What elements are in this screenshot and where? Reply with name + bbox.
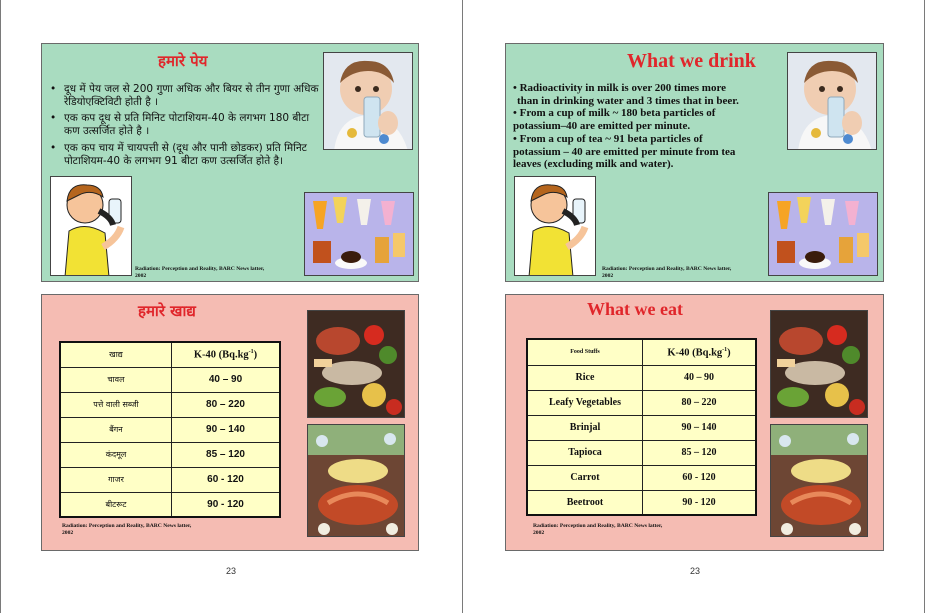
value-cell: 90 - 120 (172, 492, 281, 517)
value-cell: 80 – 220 (643, 390, 757, 415)
value-cell: 90 - 120 (643, 490, 757, 515)
table-row (527, 390, 756, 415)
value-cell: 40 – 90 (643, 365, 757, 390)
slide-title: What we eat (587, 299, 683, 319)
right-drink-slide (505, 43, 884, 282)
table-header-row (60, 342, 280, 367)
drink-facts-text (513, 82, 788, 171)
table-row (527, 465, 756, 490)
slide-title: हमारे खाद्य (138, 302, 196, 320)
right-page-edge (924, 0, 925, 613)
source-year: 2002 (602, 272, 614, 279)
slide-title: हमारे पेय (158, 52, 208, 70)
header-k40-sup: -1 (722, 346, 728, 353)
fact-line: • From a cup of milk ~ 180 beta particles of (513, 107, 716, 120)
header-k40-text: K-40 (Bq.kg (193, 349, 249, 361)
table-row (527, 440, 756, 465)
food-cell: बीटरूट (60, 492, 172, 517)
header-k40-close: ) (253, 349, 258, 361)
source-citation (602, 266, 731, 279)
header-k40 (643, 339, 757, 365)
drinks-glasses-photo (304, 192, 414, 276)
fact-line: than in drinking water and 3 times that in beer. (517, 94, 739, 107)
header-k40-sup: -1 (248, 349, 254, 355)
food-cell: चावल (60, 367, 172, 392)
bullet-text: एक कप चाय में चायपत्ती से (दूध और पानी छोडकर) प्रति मिनिट पोटाशियम-40 के लगभग 91 बीटा कण उत्सर्जित होते है। (64, 142, 307, 167)
food-cell: पत्ते वाली सब्जी (60, 392, 172, 417)
fact-line: potassium–40 are emitted per minute. (513, 120, 691, 133)
value-cell: 80 – 220 (172, 392, 281, 417)
meat-vegetables-photo (307, 310, 405, 418)
header-k40-close: ) (727, 347, 731, 358)
table-row (60, 392, 280, 417)
food-cell: Rice (527, 365, 643, 390)
page-number: 23 (690, 566, 701, 576)
table-row (60, 442, 280, 467)
value-cell: 90 – 140 (172, 417, 281, 442)
table-row (527, 365, 756, 390)
fact-line: potassium – 40 are emitted per minute from tea (513, 145, 736, 158)
seafood-platter-photo (770, 424, 868, 537)
food-cell: Carrot (527, 465, 643, 490)
drinks-glasses-photo (768, 192, 878, 276)
bullet-item: • एक कप दूध से प्रति मिनिट पोटाशियम-40 के लगभग 180 बीटा कण उत्सर्जित होते है । (50, 112, 310, 137)
boy-drinking-cartoon (50, 176, 132, 276)
source-citation (533, 523, 662, 536)
food-k40-table (59, 341, 281, 518)
source-year: 2002 (62, 529, 74, 536)
food-cell: Leafy Vegetables (527, 390, 643, 415)
value-cell: 60 - 120 (643, 465, 757, 490)
source-year: 2002 (533, 529, 545, 536)
header-k40-text: K-40 (Bq.kg (667, 347, 723, 358)
value-cell: 90 – 140 (643, 415, 757, 440)
bullet-text: एक कप दूध से प्रति मिनिट पोटाशियम-40 के लगभग 180 बीटा कण उत्सर्जित होते है । (64, 112, 310, 137)
value-cell: 40 – 90 (172, 367, 281, 392)
table-row (527, 415, 756, 440)
right-food-slide (505, 294, 884, 551)
fact-line: • From a cup of tea ~ 91 beta particles of (513, 132, 703, 145)
source-line: Radiation: Perception and Reality, BARC News latter, (533, 523, 663, 529)
food-cell: बैंगन (60, 417, 172, 442)
table-row (527, 490, 756, 515)
food-k40-table (526, 338, 757, 516)
boy-drinking-cartoon (514, 176, 596, 276)
seafood-platter-photo (307, 424, 405, 537)
table-row (60, 467, 280, 492)
baby-drinking-photo (787, 52, 877, 150)
baby-drinking-photo (323, 52, 413, 150)
header-food: Food Stuffs (527, 339, 643, 365)
fact-line: leaves (excluding milk and water). (513, 158, 674, 171)
left-drink-slide (41, 43, 419, 282)
source-line: Radiation: Perception and Reality, BARC News latter, (135, 266, 265, 272)
header-food: खाद्य (60, 342, 172, 367)
table-row (60, 417, 280, 442)
source-citation (62, 523, 191, 536)
source-citation (135, 266, 264, 279)
food-cell: कंदमूल (60, 442, 172, 467)
source-year: 2002 (135, 272, 147, 279)
bullet-item: • एक कप चाय में चायपत्ती से (दूध और पानी छोडकर) प्रति मिनिट पोटाशियम-40 के लगभग 91 बीटा कण उत्सर्जित होते है। (50, 142, 307, 167)
value-cell: 85 – 120 (643, 440, 757, 465)
bullet-text: दूध में पेय जल से 200 गुणा अधिक और बियर से तीन गुणा अधिक रेडियोएक्टिविटी होती है । (64, 83, 319, 108)
header-k40 (172, 342, 281, 367)
food-cell: Beetroot (527, 490, 643, 515)
left-food-slide (41, 294, 419, 551)
meat-vegetables-photo (770, 310, 868, 418)
page-number: 23 (226, 566, 237, 576)
bullet-item: • दूध में पेय जल से 200 गुणा अधिक और बियर से तीन गुणा अधिक रेडियोएक्टिविटी होती है । (50, 83, 319, 108)
value-cell: 85 – 120 (172, 442, 281, 467)
slide-title: What we drink (627, 50, 756, 72)
table-row (60, 492, 280, 517)
source-line: Radiation: Perception and Reality, BARC News latter, (62, 523, 192, 529)
table-header-row (527, 339, 756, 365)
value-cell: 60 - 120 (172, 467, 281, 492)
food-cell: गाजर (60, 467, 172, 492)
source-line: Radiation: Perception and Reality, BARC News latter, (602, 266, 732, 272)
left-page-edge (0, 0, 1, 613)
table-row (60, 367, 280, 392)
page-divider (462, 0, 463, 613)
fact-line: • Radioactivity in milk is over 200 times more (513, 82, 727, 94)
food-cell: Tapioca (527, 440, 643, 465)
food-cell: Brinjal (527, 415, 643, 440)
